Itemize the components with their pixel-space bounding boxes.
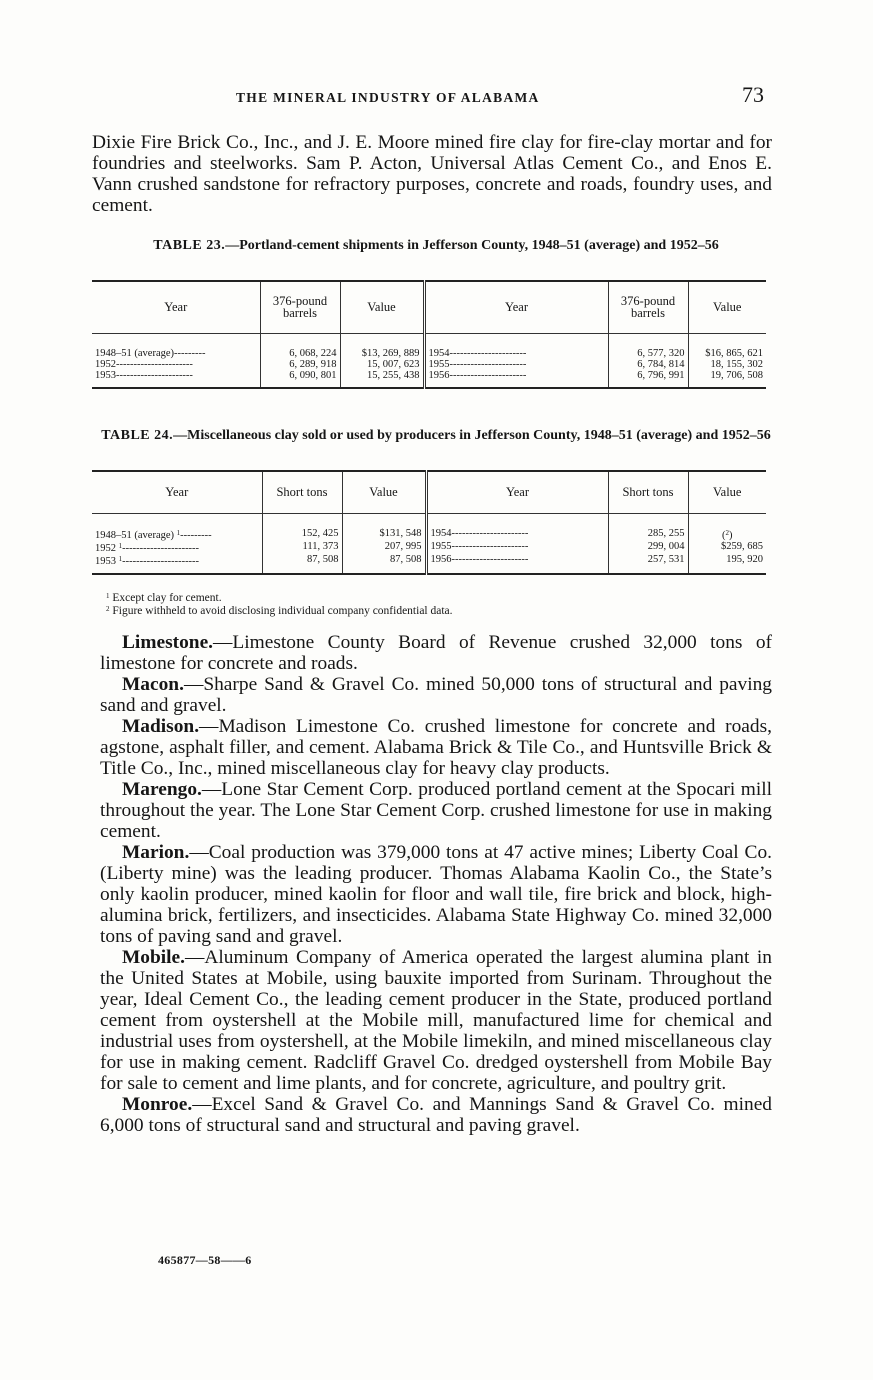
footnote [106, 604, 766, 617]
table-cell [92, 528, 262, 541]
table-24-header-value: Value [342, 471, 426, 513]
table-24-header-year-2: Year [426, 471, 608, 513]
table-23-header-year-2: Year [424, 281, 608, 333]
dot-leader: --------- [180, 529, 212, 541]
county-text: —Aluminum Company of America operated the largest alumina plant in the United States at Mobile, using bauxite imported from Surinam. Throughout the year, Ideal Cement Co., the leading cement producer in the State, produced portland cement from oystershell at the Mobile mill, manufactured lime for chemical and industrial uses from oystershell, at the Mobile limekiln, and mined miscellaneous clay for use in making cement. Radcliff Gravel Co. dredged oystershell from Mobile Bay for sale to cement and lime plants, and for concrete, agriculture, and poultry grit. [100, 947, 772, 1094]
table-cell-text: 1948–51 (average) [95, 529, 175, 541]
table-24-header-short-tons: Short tons [262, 471, 342, 513]
footnotes [106, 591, 766, 617]
table-cell: 6, 068, 224 [260, 348, 340, 359]
table-cell: 6, 796, 991 [608, 370, 688, 381]
table-cell: 257, 531 [608, 554, 688, 567]
table-cell: 111, 373 [262, 541, 342, 554]
table-cell: 6, 784, 814 [608, 359, 688, 370]
table-row [92, 541, 766, 554]
county-name: Marion. [122, 842, 190, 863]
county-paragraph-marion [100, 842, 772, 947]
running-title: THE MINERAL INDUSTRY OF ALABAMA [236, 90, 540, 105]
footnote [106, 591, 766, 604]
county-name: Limestone. [122, 632, 214, 653]
table-cell: 1956---------------------- [424, 370, 608, 381]
county-paragraph-madison [100, 716, 772, 779]
dot-leader: ---------------------- [451, 527, 529, 539]
intro-paragraph: Dixie Fire Brick Co., Inc., and J. E. Moore mined fire clay for fire-clay mortar and for foundries and steelworks. Sam P. Acton, Universal Atlas Cement Co., and Enos E. Vann crushed sandstone for refractory purposes, concrete and roads, foundry uses, and cement. [92, 132, 772, 216]
table-cell: 1954---------------------- [426, 528, 608, 541]
table-cell: 15, 007, 623 [340, 359, 424, 370]
table-24-header-value-2: Value [688, 471, 766, 513]
table-cell: $13, 269, 889 [340, 348, 424, 359]
footnote-ref: 2 [725, 528, 729, 537]
dot-leader: ---------------------- [122, 542, 200, 554]
footnote-ref: 1 [176, 528, 181, 537]
table-24-caption [96, 428, 776, 444]
table-row [92, 528, 766, 541]
table-24-header-short-tons-2: Short tons [608, 471, 688, 513]
table-cell: 1955---------------------- [424, 359, 608, 370]
table-23-caption [96, 238, 776, 254]
table-cell: ($^2$) [722, 528, 733, 541]
table-cell: 1956---------------------- [426, 554, 608, 567]
table-cell: 87, 508 [262, 554, 342, 567]
footnote-text: Figure withheld to avoid disclosing individual company confidential data. [112, 605, 453, 617]
table-24-title: —Miscellaneous clay sold or used by producers in Jefferson County, 1948–51 (average) and 1952–56 [173, 428, 771, 443]
footnote-text: Except clay for cement. [112, 592, 222, 604]
table-23-header-barrels: 376-pound barrels [260, 281, 340, 333]
table-cell: 6, 289, 918 [260, 359, 340, 370]
table-23-label: TABLE 23. [153, 238, 226, 253]
table-cell: 195, 920 [726, 553, 763, 565]
table-cell: $259, 685 [721, 540, 763, 552]
table-cell [92, 554, 262, 567]
county-paragraph-mobile [100, 947, 772, 1094]
county-text: —Lone Star Cement Corp. produced portland cement at the Spocari mill throughout the year. The Lone Star Cement Corp. crushed limestone for use in making cement. [100, 779, 772, 842]
dot-leader: ---------------------- [116, 358, 193, 370]
table-row [92, 348, 766, 359]
table-23 [92, 280, 766, 389]
table-cell-text: 1953 [95, 555, 116, 567]
table-cell: 299, 004 [608, 541, 688, 554]
table-cell: 1953---------------------- [92, 370, 260, 381]
table-23-header-value-2: Value [688, 281, 766, 333]
table-cell: 19, 706, 508 [710, 369, 763, 381]
table-row [92, 359, 766, 370]
table-24-label: TABLE 24. [101, 428, 174, 443]
footnote-mark: 2 [106, 605, 110, 613]
footnote-mark: 1 [106, 592, 110, 600]
table-cell: 6, 090, 801 [260, 370, 340, 381]
county-paragraph-marengo [100, 779, 772, 842]
table-cell: 1952---------------------- [92, 359, 260, 370]
table-23-header-barrels-2: 376-pound barrels [608, 281, 688, 333]
dot-leader: ---------------------- [451, 540, 529, 552]
county-text: —Excel Sand & Gravel Co. and Mannings Sand & Gravel Co. mined 6,000 tons of structural sand and structural and paving gravel. [100, 1094, 772, 1136]
table-cell: 1955---------------------- [426, 541, 608, 554]
table-cell: 207, 995 [342, 541, 426, 554]
county-paragraph-monroe [100, 1094, 772, 1136]
dot-leader: ---------------------- [449, 369, 527, 381]
county-paragraph-macon [100, 674, 772, 716]
table-23-title: —Portland-cement shipments in Jefferson County, 1948–51 (average) and 1952–56 [225, 238, 719, 253]
dot-leader: ---------------------- [449, 347, 527, 359]
county-paragraph-limestone [100, 632, 772, 674]
table-row [92, 554, 766, 567]
dot-leader: ---------------------- [451, 553, 529, 565]
table-cell: 15, 255, 438 [340, 370, 424, 381]
table-23-header-value: Value [340, 281, 424, 333]
county-text: —Limestone County Board of Revenue crushed 32,000 tons of limestone for concrete and roads. [100, 632, 772, 674]
county-paragraphs [100, 632, 772, 1136]
table-cell: 87, 508 [342, 554, 426, 567]
table-cell: 1954---------------------- [424, 348, 608, 359]
county-name: Marengo. [122, 779, 202, 800]
table-cell: 285, 255 [608, 528, 688, 541]
footnote-ref: 1 [118, 554, 123, 563]
dot-leader: ---------------------- [122, 555, 200, 567]
county-text: —Sharpe Sand & Gravel Co. mined 50,000 tons of structural and paving sand and gravel. [100, 674, 772, 716]
printer-mark: 465877—58——6 [158, 1253, 252, 1267]
table-24 [92, 470, 766, 575]
table-cell: 6, 577, 320 [608, 348, 688, 359]
table-cell: $16, 865, 621 [705, 347, 763, 359]
page-header [96, 82, 776, 112]
table-23-header-year: Year [92, 281, 260, 333]
dot-leader: --------- [174, 347, 206, 359]
table-cell: 152, 425 [262, 528, 342, 541]
dot-leader: ---------------------- [116, 369, 193, 381]
county-name: Mobile. [122, 947, 186, 968]
table-cell: $131, 548 [342, 528, 426, 541]
table-24-header-year: Year [92, 471, 262, 513]
county-text: —Coal production was 379,000 tons at 47 active mines; Liberty Coal Co. (Liberty mine) was the leading producer. Thomas Alabama Kaolin Co., the State’s only kaolin producer, mined kaolin for floor and wall tile, fire brick and block, high-alumina brick, fertilizers, and insecticides. Alabama State Highway Co. mined 32,000 tons of paving sand and gravel. [100, 842, 772, 947]
county-name: Macon. [122, 674, 184, 695]
county-name: Monroe. [122, 1094, 193, 1115]
page-number: 73 [742, 82, 764, 107]
table-cell [92, 541, 262, 554]
county-text: —Madison Limestone Co. crushed limestone for concrete and roads, agstone, asphalt filler, and cement. Alabama Brick & Tile Co., and Huntsville Brick & Title Co., Inc., mined miscellaneous clay for heavy clay products. [100, 716, 772, 779]
table-row [92, 370, 766, 381]
table-cell: 18, 155, 302 [710, 358, 763, 370]
table-cell-text: 1952 [95, 542, 116, 554]
table-cell: 1948–51 (average)--------- [92, 348, 260, 359]
footnote-ref: 1 [118, 541, 123, 550]
county-name: Madison. [122, 716, 200, 737]
dot-leader: ---------------------- [449, 358, 527, 370]
